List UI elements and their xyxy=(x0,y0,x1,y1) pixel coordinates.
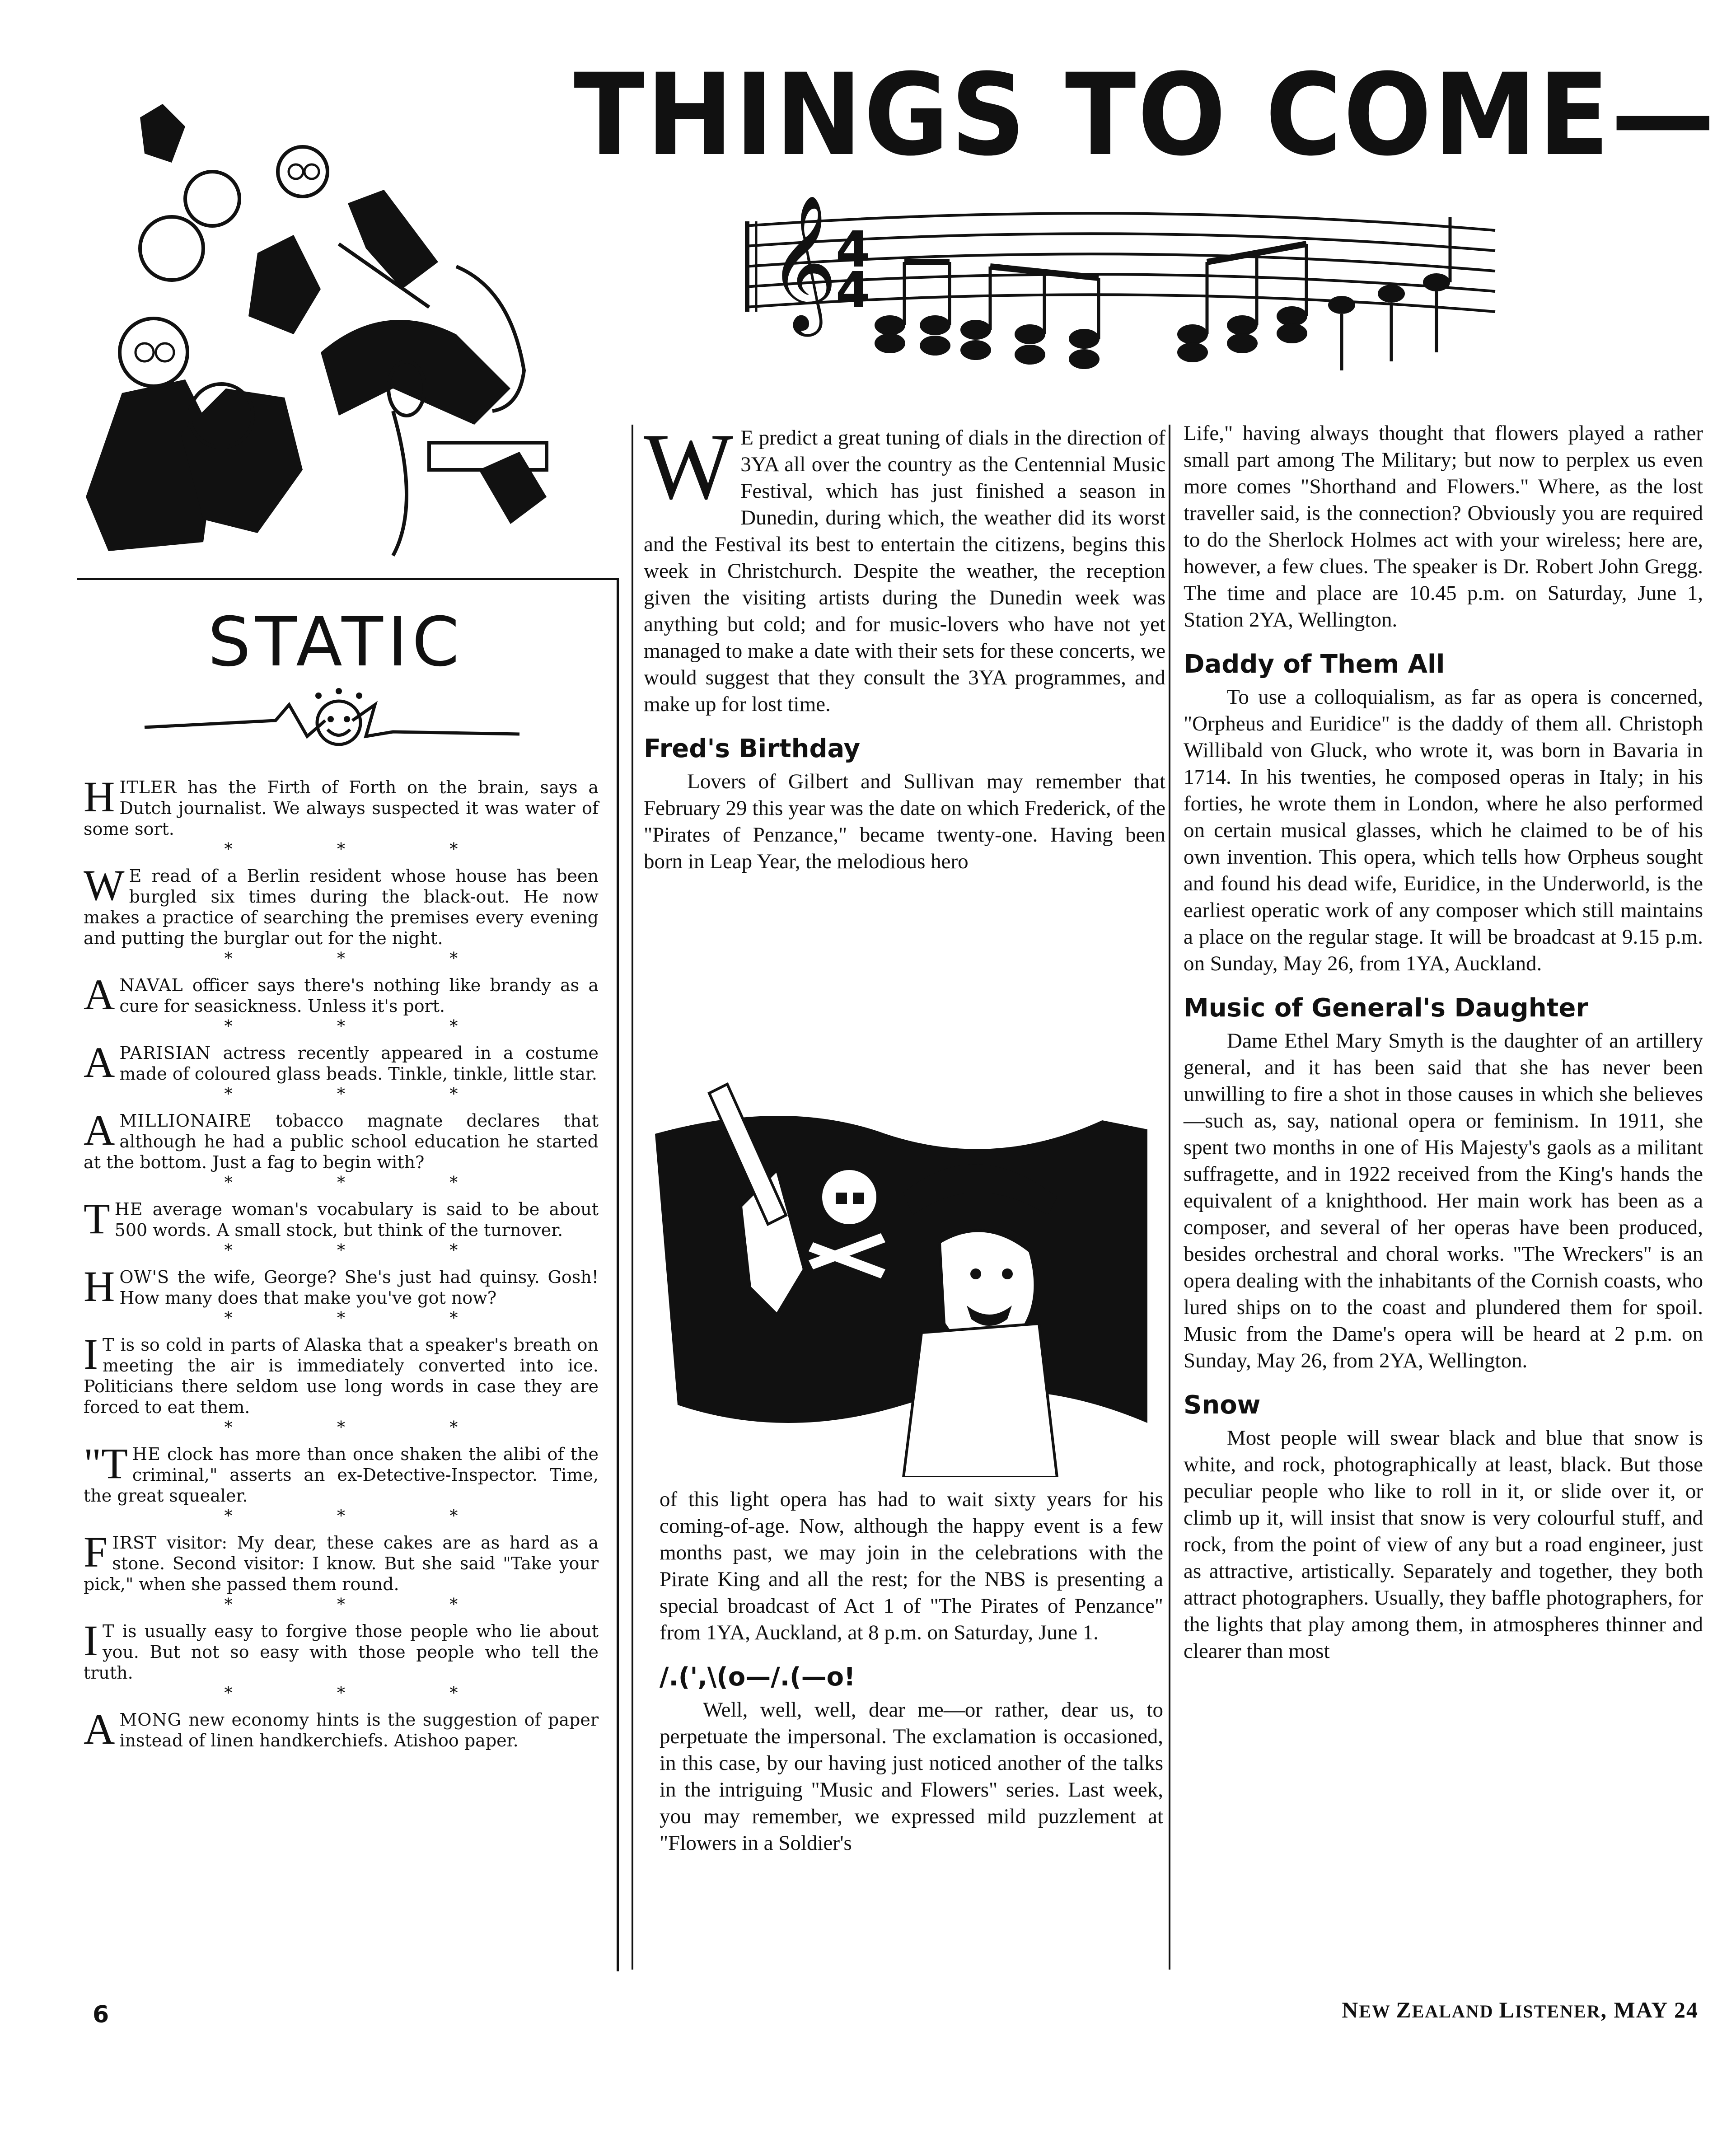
joke-text: the wife, George? She's just had quinsy. Gosh! How many does that make you've got now? xyxy=(119,1267,599,1308)
publication-footer xyxy=(1283,1997,1699,2023)
joke-text: is usually easy to forgive those people who lie about you. But not so easy with those people who tell the truth. xyxy=(84,1621,599,1683)
separator-stars: * * * xyxy=(224,1596,508,1614)
separator-stars: * * * xyxy=(224,1174,508,1192)
intro-text: E predict a great tuning of dials in the direction of 3YA all over the country as the Centennial Music Festival, which has just finished a season in Dunedin, during which, the weather did its worst and the Festival its best to entertain the citizens, begins this week in Christchurch. Despite the weather, the reception given the visiting artists during the Dunedin week was anything but cold; and for music-lovers who have not yet managed to make a date with their sets for these concerts, we would suggest that they consult the 3YA programmes, and make up for lost time. xyxy=(644,426,1165,716)
static-heading: STATIC xyxy=(208,603,464,682)
separator-stars: * * * xyxy=(224,840,508,859)
joke-text: actress recently appeared in a costume made of coloured glass beads. Tinkle, tinkle, little star. xyxy=(119,1043,599,1084)
footer-text: Z xyxy=(1396,1997,1412,2022)
separator-stars: * * * xyxy=(224,1309,508,1328)
joke-lead: T xyxy=(102,1621,115,1641)
joke-text: has the Firth of Forth on the brain, says a Dutch journalist. We always suspected it was water of some sort. xyxy=(84,777,599,839)
heading-freds-birthday: Fred's Birthday xyxy=(644,734,861,763)
joke-lead: OW'S xyxy=(119,1267,170,1287)
footer-text: N xyxy=(1342,1997,1359,2022)
heading-snow: Snow xyxy=(1184,1390,1261,1420)
separator-stars: * * * xyxy=(224,1418,508,1437)
svg-text:4: 4 xyxy=(836,220,870,278)
joke-item xyxy=(84,1330,599,1418)
joke-text: new economy hints is the suggestion of paper instead of linen handkerchiefs. Atishoo paper. xyxy=(119,1710,599,1750)
drop-initial: H xyxy=(84,1262,115,1310)
static-jokes xyxy=(84,772,599,1753)
flowers-paragraph-cont: Life," having always thought that flowers played a rather small part among The Military; but now to perplex us even more comes "Shorthand and Flowers." Where, as the lost traveller said, is the connection? Obviously you are required to do the Sherlock Holmes act with your wireless; here are, however, a few clues. The speaker is Dr. Robert John Gregg. The time and place are 10.45 p.m. on Saturday, June 1, Station 2YA, Wellington. xyxy=(1184,421,1703,632)
drop-initial: W xyxy=(644,414,734,519)
joke-item xyxy=(84,970,599,1019)
joke-text: clock has more than once shaken the alibi of the criminal," asserts an ex-Detective-Inspector. Time, the great squealer. xyxy=(84,1444,599,1506)
joke-item xyxy=(84,1038,599,1086)
drop-initial: A xyxy=(84,970,115,1019)
joke-item xyxy=(84,1262,599,1310)
joke-item xyxy=(84,1705,599,1753)
joke-text: read of a Berlin resident whose house has been burgled six times during the black-out. He now makes a practice of searching the premises every evening and putting the burglar out for the night. xyxy=(84,866,599,948)
footer-date: , MAY 24 xyxy=(1600,1997,1699,2022)
separator-stars: * * * xyxy=(224,1507,508,1526)
joke-text: tobacco magnate declares that although he had a public school education he started at the bottom. Just a fag to begin with? xyxy=(84,1111,599,1172)
joke-lead: MILLIONAIRE xyxy=(119,1111,252,1131)
svg-text:4: 4 xyxy=(836,261,870,319)
band-musicians-illustration xyxy=(68,99,565,565)
joke-lead: MONG xyxy=(119,1710,182,1730)
drop-initial: I xyxy=(84,1616,98,1665)
pirate-king-illustration xyxy=(650,1080,1165,1477)
fred-paragraph: Lovers of Gilbert and Sullivan may remember that February 29 this year was the date on which Frederick, of the "Pirates of Penzance," became twenty-one. Having been born in Leap Year, the melodious hero xyxy=(644,770,1165,873)
joke-lead: HE xyxy=(114,1199,143,1219)
drop-initial: T xyxy=(84,1194,110,1243)
fred-paragraph-cont: of this light opera has had to wait sixty years for his coming-of-age. Now, although the happy event is a few months past, we may join in the celebrations with the Pirate King and all the rest; for the NBS is presenting a special broadcast of Act 1 of "The Pirates of Penzance" from 1YA, Auckland, at 8 p.m. on Saturday, June 1. xyxy=(660,1488,1163,1644)
joke-text: average woman's vocabulary is said to be about 500 words. A small stock, but think of the turnover. xyxy=(114,1199,599,1240)
general-paragraph: Dame Ethel Mary Smyth is the daughter of an artillery general, and it has been said that she has never been unwilling to fire a shot in those causes in which she believes—such as, say, national opera or feminism. In 1911, she spent two months in one of His Majesty's gaols as a militant suffragette, and in 1922 received from the King's hands the equivalent of a knighthood. Her main work has been as a composer, and several of her operas have been produced, besides orchestral and choral works. "The Wreckers" is an opera dealing with the inhabitants of the Cornish coasts, who lured ships on to the coast and plundered them for spoil. Music from the Dame's opera will be heard at 2 p.m. on Sunday, May 26, from 2YA, Wellington. xyxy=(1184,1029,1703,1372)
static-face-logo xyxy=(140,678,524,759)
joke-item xyxy=(84,1616,599,1683)
joke-lead: IRST xyxy=(112,1533,157,1553)
joke-item xyxy=(84,1194,599,1243)
separator-stars: * * * xyxy=(224,1241,508,1260)
column-rule xyxy=(1169,425,1170,1970)
drop-initial: F xyxy=(84,1528,108,1576)
joke-lead: HE xyxy=(132,1444,161,1464)
joke-lead: NAVAL xyxy=(119,975,183,995)
footer-text: ISTENER xyxy=(1515,2001,1601,2022)
middle-column xyxy=(644,414,1165,875)
joke-item xyxy=(84,1106,599,1173)
page-number: 6 xyxy=(93,2001,109,2028)
heading-exclamation: /.(',\(o—/.(—o! xyxy=(660,1662,856,1692)
exclamation-paragraph: Well, well, well, dear me—or rather, dear us, to perpetuate the impersonal. The exclamation is occasioned, in this case, by our having just noticed another of the talks in the intriguing "Music and Flowers" series. Last week, you may remember, we expressed mild puzzlement at "Flowers in a Soldier's xyxy=(660,1698,1163,1855)
separator-stars: * * * xyxy=(224,1684,508,1703)
drop-initial: W xyxy=(84,861,125,909)
drop-initial: A xyxy=(84,1038,115,1086)
footer-text: EALAND xyxy=(1412,2001,1499,2022)
snow-paragraph: Most people will swear black and blue that snow is white, and rock, photographically at least, black. But those peculiar people who like to roll in it, or slide over it, or climb up it, will insist that snow is very colourful stuff, and rock, from the point of view of any but a road engineer, just as attractive, artistically. Separately and together, they both attract photographers. Usually, they baffle photographers, for the lights that play among them, in atmospheres thinner and clearer than most xyxy=(1184,1426,1703,1663)
intro-paragraph xyxy=(644,414,1165,718)
joke-lead: PARISIAN xyxy=(119,1043,211,1063)
svg-text:𝄞: 𝄞 xyxy=(768,194,838,331)
joke-item xyxy=(84,772,599,839)
right-column xyxy=(1184,420,1703,1665)
joke-item xyxy=(84,1528,599,1595)
drop-initial: "T xyxy=(84,1439,128,1488)
joke-text: officer says there's nothing like brandy as a cure for seasickness. Unless it's port. xyxy=(119,975,599,1016)
footer-text: L xyxy=(1499,1997,1515,2022)
drop-initial: A xyxy=(84,1106,115,1154)
joke-text: is so cold in parts of Alaska that a speaker's breath on meeting the air is immediately converted into ice. Politicians there seldom use long words in case they are forced to eat them. xyxy=(84,1335,599,1417)
heading-generals-daughter: Music of General's Daughter xyxy=(1184,993,1588,1023)
column-rule xyxy=(632,425,633,1970)
drop-initial: A xyxy=(84,1705,115,1753)
middle-column-continued xyxy=(660,1486,1163,1857)
page-title: THINGS TO COME— xyxy=(574,49,1717,181)
joke-text: visitor: My dear, these cakes are as hard as a stone. Second visitor: I know. But she said "Take your pick," when she passed them round. xyxy=(84,1533,599,1594)
joke-item xyxy=(84,1439,599,1506)
joke-lead: ITLER xyxy=(119,777,177,797)
drop-initial: H xyxy=(84,772,115,821)
separator-stars: * * * xyxy=(224,1017,508,1036)
joke-lead: T xyxy=(102,1335,115,1355)
joke-lead: E xyxy=(129,866,142,886)
separator-stars: * * * xyxy=(224,1085,508,1104)
separator-stars: * * * xyxy=(224,950,508,968)
heading-daddy-of-them-all: Daddy of Them All xyxy=(1184,650,1445,679)
footer-text: EW xyxy=(1359,2001,1396,2022)
daddy-paragraph: To use a colloquialism, as far as opera is concerned, "Orpheus and Euridice" is the daddy of them all. Christoph Willibald von Gluck, who wrote it, was born in Bavaria in 1714. In his twenties, he composed operas in Italy; in his forties, he wrote them in London, where he also performed on certain musical glasses, which he claimed to be of his own invention. This opera, which tells how Orpheus sought and found his dead wife, Euridice, in the Underworld, is the earliest operatic work of any composer which still maintains a place on the regular stage. It will be broadcast at 9.15 p.m. on Sunday, May 26, from 1YA, Auckland. xyxy=(1184,685,1703,975)
music-staff-illustration xyxy=(741,190,1500,384)
drop-initial: I xyxy=(84,1330,98,1378)
joke-item xyxy=(84,861,599,949)
